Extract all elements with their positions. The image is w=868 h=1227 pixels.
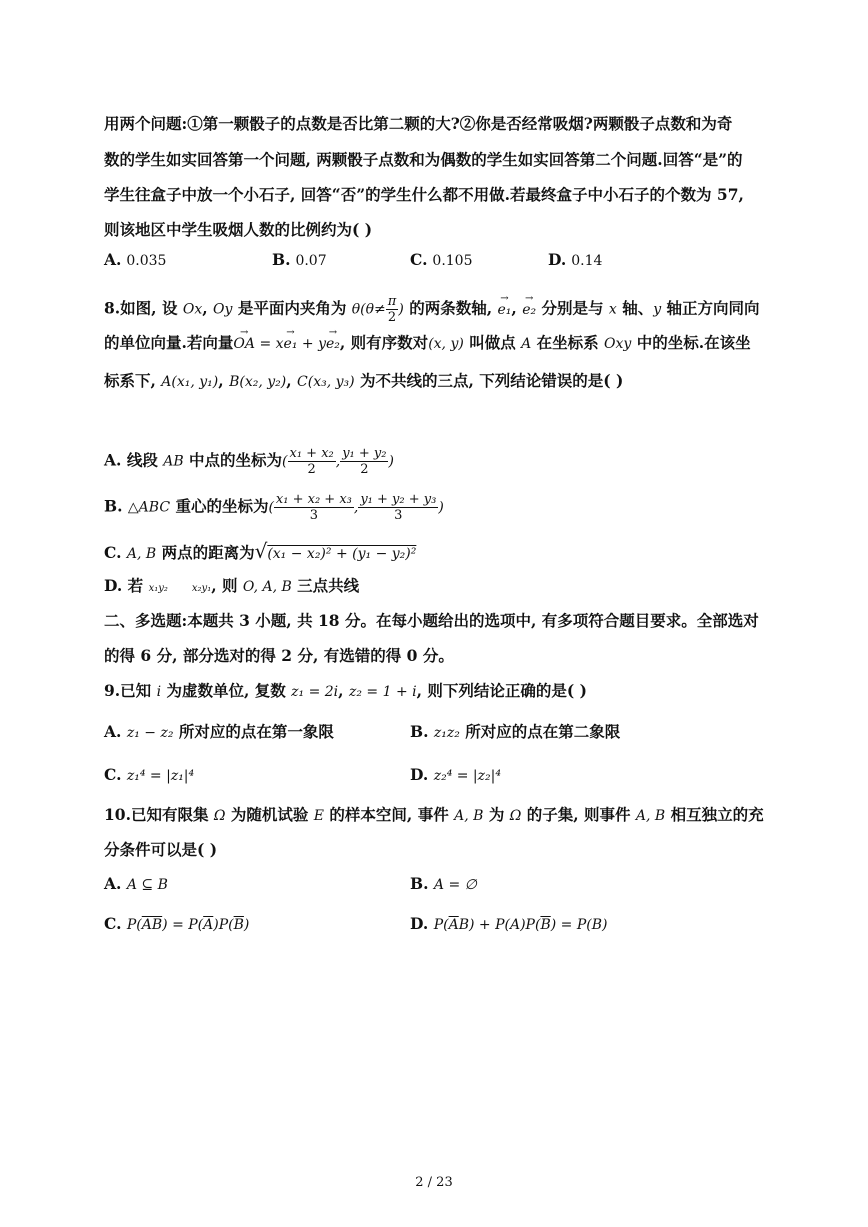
q10-line-2: 分条件可以是( ) bbox=[104, 840, 218, 859]
q8-line-1: 8.如图, 设 Ox, Oy 是平面内夹角为 θ(θ≠ $\frac{\pi}{2}$ ) 的两条数轴, → e₁, → e₂ 分别是与 x 轴、y 轴正方向同向 bbox=[104, 294, 760, 325]
q7-option-a: A. 0.035 bbox=[104, 250, 167, 269]
q9-option-c: C. z₁⁴ = |z₁|⁴ bbox=[104, 765, 195, 784]
q10-option-d: D. $P(\overline{A}B) + P(A)P(\overline{B}) = P(B)$ bbox=[410, 914, 608, 933]
q7-line-2: 数的学生如实回答第一个问题, 两颗骰子点数和为偶数的学生如实回答第二个问题.回答“是”的 bbox=[104, 150, 743, 169]
q8-line-2: 的单位向量.若向量→ OA = x→ e₁ + y→ e₂, 则有序数对(x, y) 叫做点 A 在坐标系 Oxy 中的坐标.在该坐 bbox=[104, 332, 751, 355]
q8-line-3: 标系下, A(x₁, y₁), B(x₂, y₂), C(x₃, y₃) 为不共线的三点, 下列结论错误的是( ) bbox=[104, 371, 624, 390]
q10-option-c: C. $P(\overline{AB}) = P(\overline{A})P(\overline{B})$ bbox=[104, 914, 250, 933]
q8-option-c: C. A, B 两点的距离为√(x₁ − x₂)² + (y₁ − y₂)² bbox=[104, 539, 417, 563]
section-2-header-line-1: 二、多选题:本题共 3 小题, 共 18 分。在每小题给出的选项中, 有多项符合题目要求。全部选对 bbox=[104, 611, 759, 630]
q8-option-b: B. △ABC 重心的坐标为( $\frac{\text{x₁ + x₂ + x₃}}{3}$ , $\frac{\text{y₁ + y₂ + y₃}}{3}$ ) bbox=[104, 492, 444, 523]
q9-option-d: D. z₂⁴ = |z₂|⁴ bbox=[410, 765, 501, 784]
distance-formula: (x₁ − x₂)² + (y₁ − y₂)² bbox=[267, 546, 417, 562]
q10-line-1: 10.已知有限集 Ω 为随机试验 E 的样本空间, 事件 A, B 为 Ω 的子集, 则事件 A, B 相互独立的充 bbox=[104, 805, 764, 824]
q8-option-d: D. 若 x₁y₂ x₂y₁, 则 O, A, B 三点共线 bbox=[104, 576, 360, 595]
q7-line-4: 则该地区中学生吸烟人数的比例约为( ) bbox=[104, 220, 373, 239]
q8-option-a: A. 线段 AB 中点的坐标为( $\frac{\text{x₁ + x₂}}{2}$ , $\frac{\text{y₁ + y₂}}{2}$ ) bbox=[104, 446, 394, 477]
page-number: 2 / 23 bbox=[415, 1175, 453, 1190]
q9-option-b: B. z₁z₂ 所对应的点在第二象限 bbox=[410, 722, 621, 741]
q10-option-a: A. A ⊆ B bbox=[104, 874, 168, 893]
q7-option-d: D. 0.14 bbox=[548, 250, 603, 269]
q9-stem: 9.已知 i 为虚数单位, 复数 z₁ = 2i, z₂ = 1 + i, 则下列结论正确的是( ) bbox=[104, 681, 587, 700]
section-2-header-line-2: 的得 6 分, 部分选对的得 2 分, 有选错的得 0 分。 bbox=[104, 646, 454, 665]
q7-line-1: 用两个问题:①第一颗骰子的点数是否比第二颗的大?②你是否经常吸烟?两颗骰子点数和为奇 bbox=[104, 114, 733, 133]
pi-over-two: $\frac{\pi}{2}$ bbox=[387, 294, 397, 325]
q7-option-b: B. 0.07 bbox=[272, 250, 327, 269]
q9-option-a: A. z₁ − z₂ 所对应的点在第一象限 bbox=[104, 722, 334, 741]
q10-option-b: B. A = ∅ bbox=[410, 874, 477, 893]
q7-line-3: 学生往盒子中放一个小石子, 回答“否”的学生什么都不用做.若最终盒子中小石子的个数为 57, bbox=[104, 185, 744, 204]
q7-option-c: C. 0.105 bbox=[410, 250, 473, 269]
